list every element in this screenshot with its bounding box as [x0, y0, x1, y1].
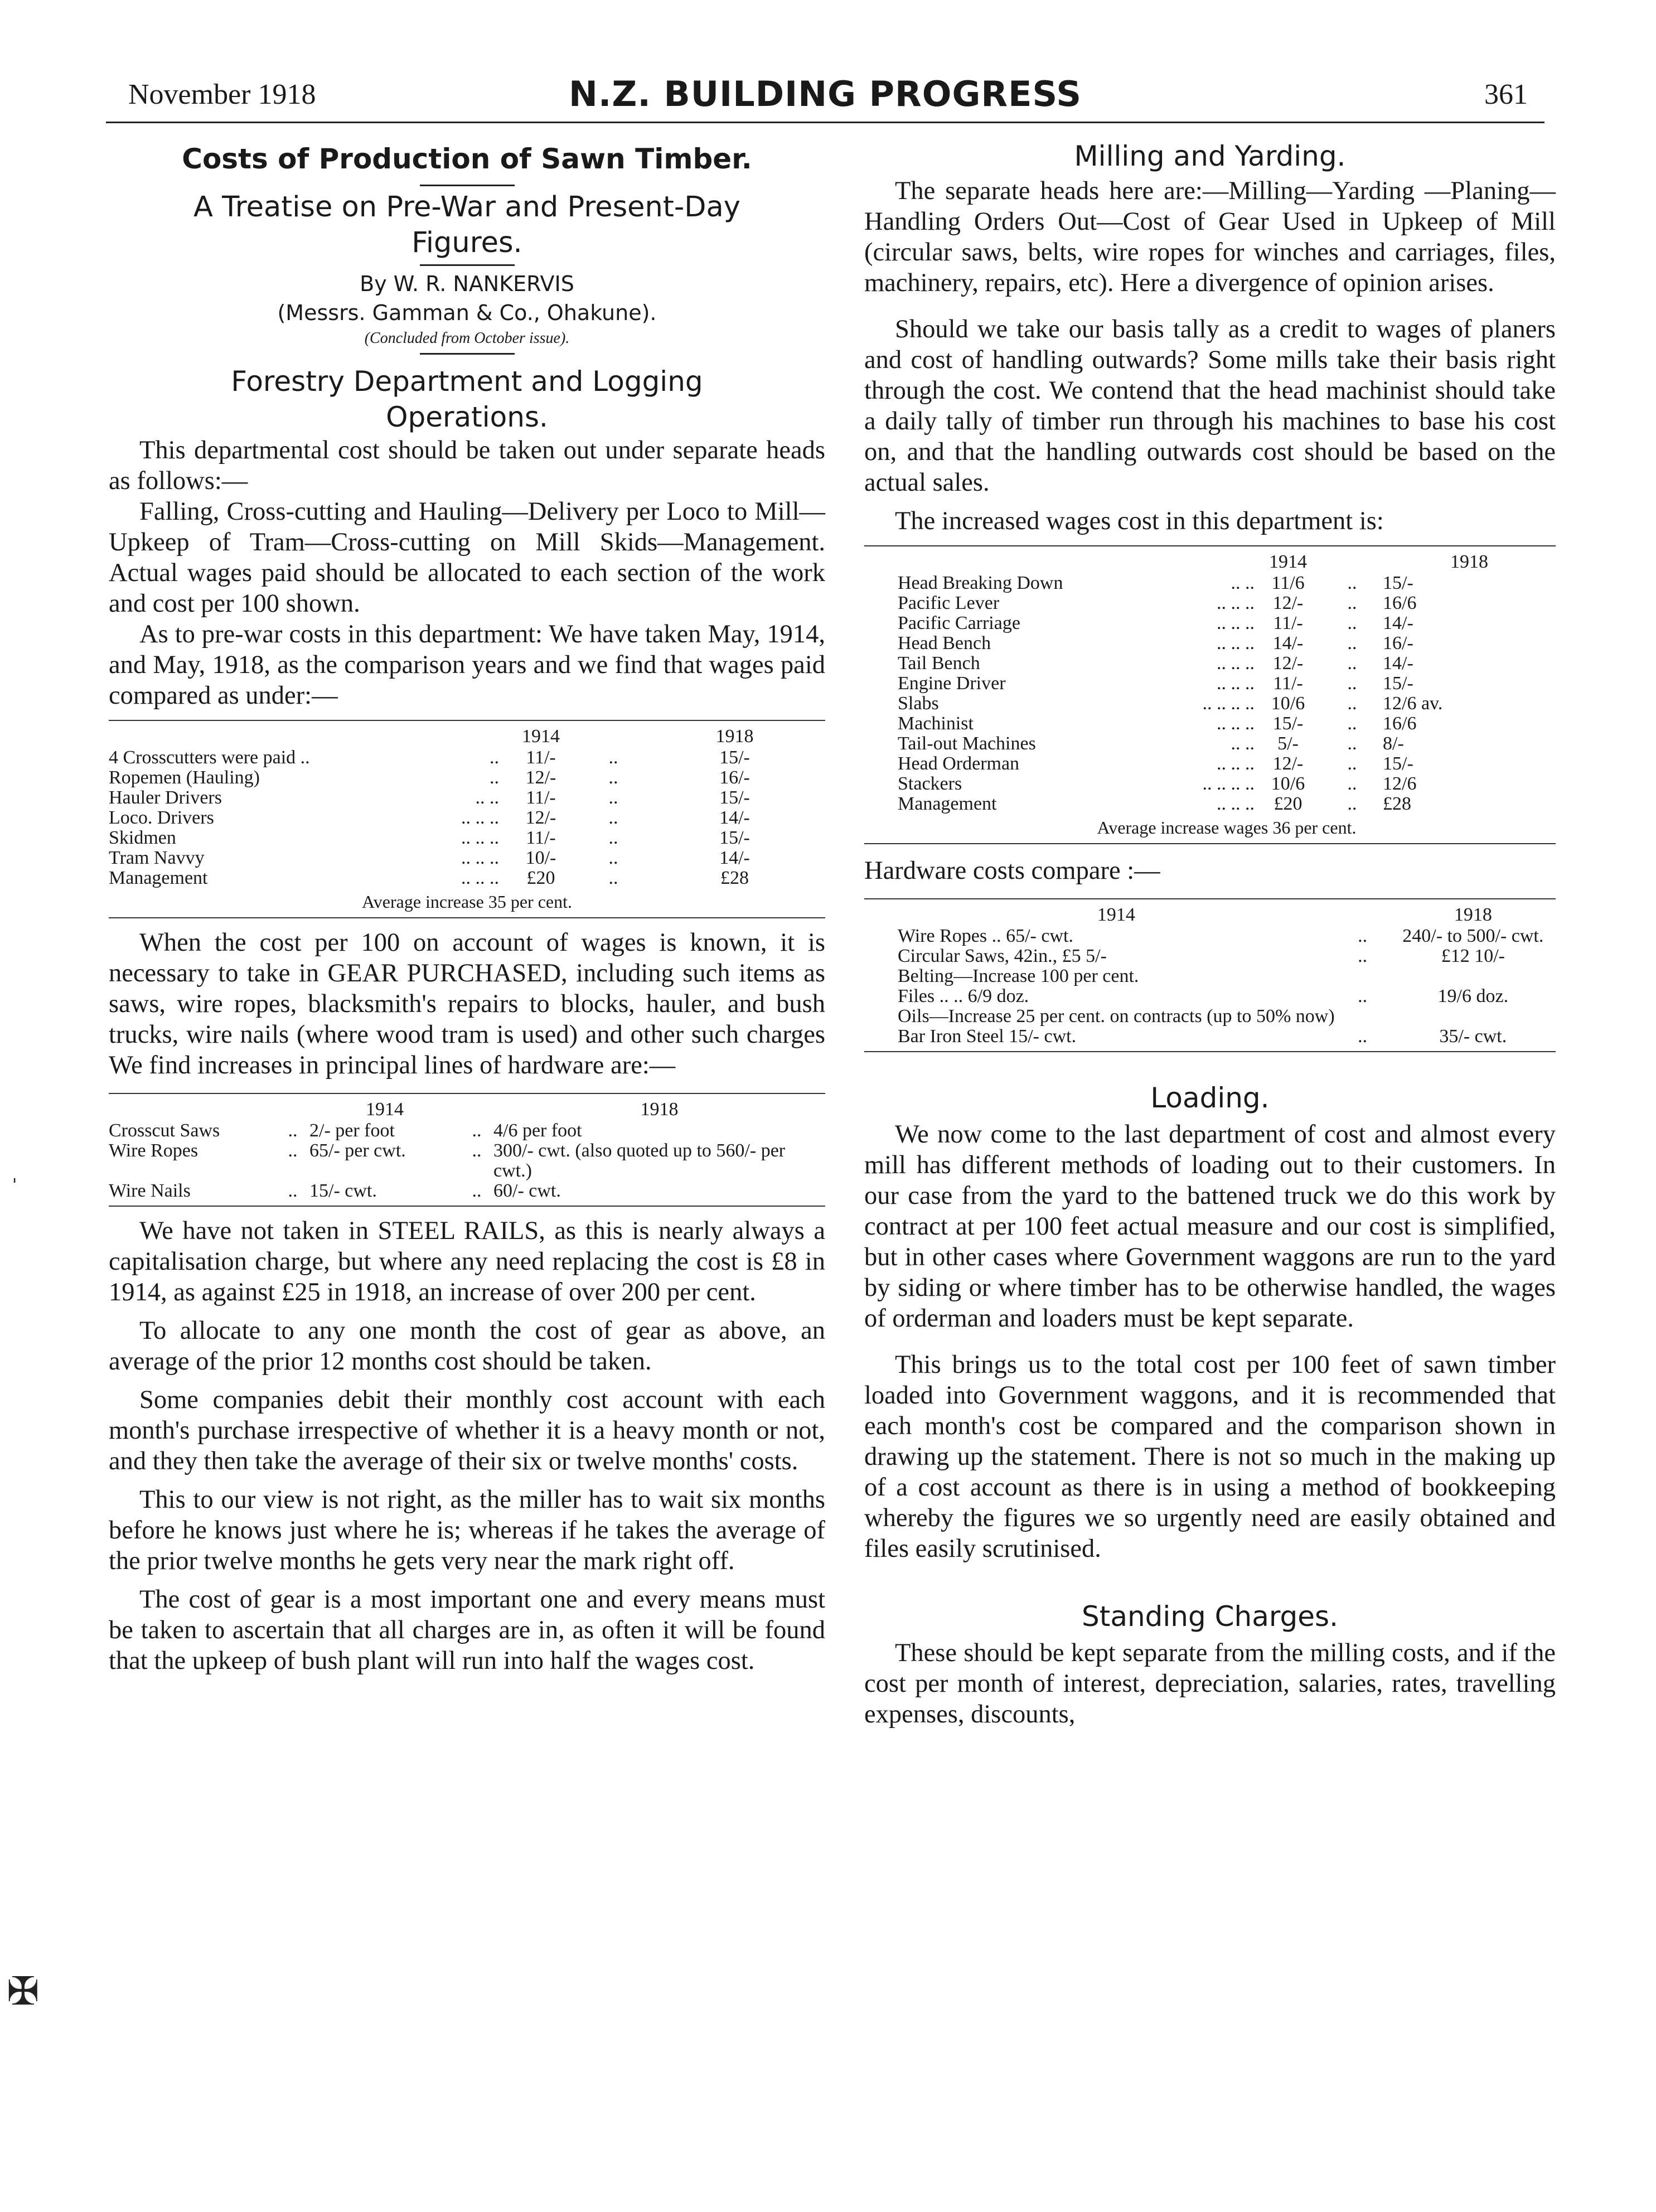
value-1914: 15/-: [1272, 713, 1304, 734]
row-label: Loco. Drivers: [109, 807, 214, 828]
paragraph: The separate heads here are:—Milling—Yarding —Planing—Handling Orders Out—Cost of Gear Used in Upkeep of Mill (circular saws, belts, wire ropes for winches and carriages, files, machinery, repairs, etc). Here a divergence of opinion arises.: [864, 177, 1556, 297]
leader-dots: .. .. ..: [461, 868, 499, 888]
value-1918: 16/-: [1383, 633, 1413, 654]
hardware-table-milling-grid: [898, 905, 1556, 1047]
leader-dots: ..: [1347, 613, 1357, 633]
leader-dots: .. ..: [1231, 573, 1255, 593]
value-1918: 15/-: [1383, 673, 1413, 694]
wages-table-milling: [864, 545, 1556, 844]
continued-note: (Concluded from October issue).: [364, 330, 570, 347]
leader-dots: .. ..: [1231, 733, 1255, 754]
row-label: Skidmen: [109, 827, 176, 848]
leader-dots: .. .. ..: [1217, 793, 1255, 814]
row-label: Tram Navvy: [109, 848, 205, 868]
row-label: Head Orderman: [898, 753, 1020, 774]
row-label: Files .. .. 6/9 doz.: [898, 986, 1029, 1006]
paragraph: This departmental cost should be taken out under separate heads as follows:—: [109, 436, 825, 495]
value-1918: 15/-: [719, 827, 750, 848]
byline-rule: [420, 353, 515, 355]
section-heading-loading: Loading.: [1150, 1082, 1270, 1114]
title-rule: [420, 185, 515, 186]
row-label: Head Breaking Down: [898, 573, 1063, 593]
hardware-intro: Hardware costs compare :—: [864, 856, 1160, 885]
table-row: [898, 774, 1556, 794]
value-1914: 11/-: [526, 787, 556, 808]
leader-dots: ..: [288, 1180, 298, 1201]
leader-dots: ..: [1347, 573, 1357, 593]
hardware-table-forestry: [109, 1093, 825, 1207]
value-1914: 12/-: [1272, 653, 1304, 674]
row-label: Engine Driver: [898, 673, 1006, 694]
paragraph: To allocate to any one month the cost of gear as above, an average of the prior 12 months cost should be taken.: [109, 1316, 825, 1376]
paragraph: Some companies debit their monthly cost account with each month's purchase irrespective of whether it is a heavy month or not, and they then take the average of their six or twelve months' costs.: [109, 1386, 825, 1475]
table-row: [898, 633, 1556, 654]
leader-dots: [1335, 966, 1391, 986]
value-1914: 15/- cwt.: [309, 1180, 377, 1201]
leader-dots: .. .. ..: [1217, 613, 1255, 633]
leader-dots: .. .. ..: [461, 848, 499, 868]
leader-dots: ..: [608, 868, 618, 888]
leader-dots: .. .. ..: [1217, 753, 1255, 774]
value-1914: 11/-: [526, 827, 556, 848]
table-row: [898, 794, 1556, 814]
leader-dots: ..: [1347, 633, 1357, 654]
leader-dots: ..: [1358, 946, 1368, 966]
leader-dots: ..: [472, 1120, 482, 1141]
row-label: Machinist: [898, 713, 974, 734]
table-row: [109, 868, 825, 888]
leader-dots: ..: [1347, 693, 1357, 714]
table-row: [898, 946, 1556, 966]
value-1918: 16/6: [1383, 713, 1417, 734]
value-1914: £20: [526, 868, 555, 888]
row-label: Wire Nails: [109, 1180, 191, 1201]
print-mark: ': [12, 1175, 17, 1195]
row-label: Wire Ropes: [109, 1140, 198, 1161]
row-label: Tail Bench: [898, 653, 980, 674]
table-row: [898, 674, 1556, 694]
leader-dots: .. .. ..: [1217, 593, 1255, 613]
table-row: [898, 593, 1556, 613]
value-1918: 14/-: [1383, 653, 1413, 674]
table-row: [109, 1121, 825, 1141]
leader-dots: ..: [1347, 733, 1357, 754]
value-1918: 15/-: [719, 787, 750, 808]
table-row: [109, 748, 825, 768]
value-1914: 11/-: [526, 747, 556, 768]
table-row: [109, 848, 825, 868]
paragraph: This to our view is not right, as the miller has to wait six months before he knows just where he is; whereas if he takes the average of the prior twelve months he gets very near the mark right off.: [109, 1485, 825, 1575]
row-label: Belting—Increase 100 per cent.: [898, 966, 1139, 986]
value-1918: 240/- to 500/- cwt.: [1402, 926, 1544, 946]
row-label: Pacific Carriage: [898, 613, 1020, 633]
row-label: Tail-out Machines: [898, 733, 1036, 754]
right-column: [864, 137, 1556, 1730]
leader-dots: ..: [472, 1140, 482, 1161]
paragraph: These should be kept separate from the milling costs, and if the cost per month of interest, depreciation, salaries, rates, travelling expenses, discounts,: [864, 1639, 1556, 1729]
table-row: [898, 694, 1556, 714]
value-1914: £20: [1274, 793, 1302, 814]
table-row: [898, 613, 1556, 633]
leader-dots: ..: [1347, 593, 1357, 613]
value-1914: 12/-: [525, 767, 556, 788]
value-1918: 19/6 doz.: [1437, 986, 1509, 1006]
value-1918: 15/-: [1383, 573, 1413, 593]
value-1918: 300/- cwt. (also quoted up to 560/- per cwt.): [493, 1140, 786, 1181]
value-1918: [1391, 966, 1556, 986]
row-label: Crosscut Saws: [109, 1120, 220, 1141]
row-label: Slabs: [898, 693, 939, 714]
table-row: [109, 788, 825, 808]
value-1914: 12/-: [525, 807, 556, 828]
table-row: [109, 768, 825, 788]
row-label: Management: [898, 793, 997, 814]
leader-dots: ..: [1347, 773, 1357, 794]
column-header-1914: 1914: [366, 1099, 404, 1120]
table-row: [898, 573, 1556, 593]
value-1914: 5/-: [1277, 733, 1299, 754]
table-row: [109, 1141, 825, 1181]
value-1918: 14/-: [719, 848, 750, 868]
leader-dots: ..: [1347, 673, 1357, 694]
row-label: Management: [109, 868, 208, 888]
leader-dots: ..: [1347, 713, 1357, 734]
value-1918: 8/-: [1383, 733, 1404, 754]
column-header-1914: 1914: [1097, 904, 1135, 925]
row-label: Bar Iron Steel 15/- cwt.: [898, 1026, 1077, 1047]
table-row: [898, 734, 1556, 754]
leader-dots: .. .. ..: [461, 807, 499, 828]
table-row: [898, 754, 1556, 774]
subtitle-rule: [420, 264, 515, 266]
section-heading-milling: Milling and Yarding.: [1074, 140, 1346, 172]
column-header-1914: 1914: [1269, 551, 1307, 572]
paragraph: We have not taken in STEEL RAILS, as this is nearly always a capitalisation charge, but where any need replacing the cost is £8 in 1914, as against £25 in 1918, an increase of over 200 per cent.: [109, 1217, 825, 1306]
leader-dots: .. .. ..: [1217, 633, 1255, 654]
paragraph: When the cost per 100 on account of wages is known, it is necessary to take in GEAR PURCHASED, including such items as saws, wire ropes, blacksmith's repairs to blocks, hauler, and bush trucks, wire nails (where wood tram is used) and other such charges We find increases in principal lines of hardware are:—: [109, 928, 825, 1080]
row-label: Head Bench: [898, 633, 991, 654]
paragraph: This brings us to the total cost per 100 feet of sawn timber loaded into Government waggons, and it is recommended that each month's cost be compared and the comparison shown in drawing up the statement. There is not so much in the making up of a cost account as there is in using a method of bookkeeping whereby the figures we so urgently need are easily obtained and files easily scrutinised.: [864, 1351, 1556, 1563]
value-1918: 16/6: [1383, 593, 1417, 613]
row-label: Circular Saws, 42in., £5 5/-: [898, 946, 1107, 966]
value-1918: 12/6 av.: [1383, 693, 1443, 714]
value-1914: 2/- per foot: [309, 1120, 395, 1141]
value-1918: £28: [720, 868, 749, 888]
table-row: [898, 1027, 1556, 1047]
leader-dots: ..: [1358, 926, 1368, 946]
value-1914: 12/-: [1272, 753, 1304, 774]
value-1918: £28: [1383, 793, 1411, 814]
value-1914: 11/-: [1273, 613, 1303, 633]
paragraph: As to pre-war costs in this department: We have taken May, 1914, and May, 1918, as the comparison years and we find that wages paid compared as under:—: [109, 620, 825, 710]
article-subtitle: A Treatise on Pre-War and Present-Day Figures.: [193, 191, 740, 259]
column-header-1914: 1914: [522, 726, 560, 747]
leader-dots: .. ..: [475, 787, 499, 808]
paragraph: Falling, Cross-cutting and Hauling—Delivery per Loco to Mill—Upkeep of Tram—Cross-cutting on Mill Skids—Management. Actual wages paid should be allocated to each section of the work and cost per 100 shown.: [109, 497, 825, 618]
leader-dots: .. .. ..: [1217, 673, 1255, 694]
value-1914: 14/-: [1272, 633, 1304, 654]
row-label: Ropemen (Hauling): [109, 767, 260, 788]
paragraph: We now come to the last department of cost and almost every mill has different methods of loading out to their customers. In our case from the yard to the battened truck we do this work by contract at per 100 feet actual measure and our cost is simplified, but in other cases where Government waggons are run to the yard by siding or where timber has to be otherwise handled, the wages of orderman and loaders must be kept separate.: [864, 1120, 1556, 1333]
leader-dots: ..: [1358, 986, 1368, 1006]
print-mark: ✠: [7, 1968, 40, 2014]
hardware-table-milling: [864, 898, 1556, 1052]
leader-dots: .. .. ..: [1217, 653, 1255, 674]
leader-dots: ..: [288, 1120, 298, 1141]
leader-dots: .. .. .. ..: [1202, 693, 1255, 714]
value-1918: 14/-: [719, 807, 750, 828]
leader-dots: ..: [608, 827, 618, 848]
value-1914: 11/6: [1271, 573, 1305, 593]
value-1918: 15/-: [719, 747, 750, 768]
leader-dots: .. .. .. ..: [1202, 773, 1255, 794]
leader-dots: ..: [472, 1180, 482, 1201]
wages-table-milling-grid: [898, 552, 1556, 814]
value-1918: 15/-: [1383, 753, 1413, 774]
value-1918: 35/- cwt.: [1439, 1026, 1507, 1047]
leader-dots: ..: [288, 1140, 298, 1161]
value-1918: 4/6 per foot: [493, 1120, 582, 1141]
leader-dots: ..: [608, 807, 618, 828]
value-1914: 12/-: [1272, 593, 1304, 613]
leader-dots: ..: [490, 747, 499, 768]
table-row: [898, 926, 1556, 946]
leader-dots: ..: [1347, 753, 1357, 774]
wages-table-forestry: [109, 720, 825, 918]
leader-dots: ..: [608, 767, 618, 788]
section-heading-forestry: Forestry Department and Logging Operations.: [231, 365, 703, 433]
value-1914: 10/6: [1271, 693, 1305, 714]
leader-dots: ..: [1347, 793, 1357, 814]
column-header-1918: 1918: [1454, 904, 1492, 925]
table-row: [898, 654, 1556, 674]
column-header-1918: 1918: [1450, 551, 1488, 572]
table-row: [109, 828, 825, 848]
row-label: 4 Crosscutters were paid ..: [109, 747, 310, 768]
row-label: Pacific Lever: [898, 593, 1000, 613]
value-1918: 16/-: [719, 767, 750, 788]
leader-dots: .. .. ..: [1217, 713, 1255, 734]
leader-dots: ..: [608, 747, 618, 768]
paragraph: The cost of gear is a most important one and every means must be taken to ascertain that all charges are in, as often it will be found that the upkeep of bush plant will run into half the wages cost.: [109, 1585, 825, 1675]
page-number: 361: [1484, 79, 1528, 110]
wages-table-forestry-grid: [109, 727, 825, 888]
value-1914: 10/6: [1271, 773, 1305, 794]
byline: By W. R. NANKERVIS: [360, 272, 574, 296]
issue-date: November 1918: [128, 79, 316, 110]
value-1914: 10/-: [525, 848, 556, 868]
value-1918: [1391, 1006, 1556, 1027]
value-1914: 65/- per cwt.: [309, 1140, 406, 1161]
leader-dots: ..: [490, 767, 499, 788]
value-1914: 11/-: [1273, 673, 1303, 694]
row-label: Stackers: [898, 773, 962, 794]
table-row: [898, 986, 1556, 1006]
table-row: [898, 714, 1556, 734]
value-1918: 12/6: [1383, 773, 1417, 794]
leader-dots: .. .. ..: [461, 827, 499, 848]
table-note: Average increase 35 per cent.: [362, 892, 572, 912]
value-1918: 60/- cwt.: [493, 1180, 561, 1201]
value-1918: £12 10/-: [1441, 946, 1505, 966]
leader-dots: ..: [1347, 653, 1357, 674]
table-row: [898, 966, 1556, 986]
article-title: Costs of Production of Sawn Timber.: [182, 143, 752, 175]
paragraph: The increased wages cost in this department is:: [895, 507, 1384, 535]
value-1918: 14/-: [1383, 613, 1413, 633]
publication-title: N.Z. BUILDING PROGRESS: [568, 74, 1082, 114]
table-row: [898, 1006, 1556, 1027]
hardware-table-forestry-grid: [109, 1100, 825, 1201]
column-header-1918: 1918: [640, 1099, 679, 1120]
author-affiliation: (Messrs. Gamman & Co., Ohakune).: [277, 301, 657, 325]
row-label: Hauler Drivers: [109, 787, 222, 808]
leader-dots: ..: [608, 848, 618, 868]
table-note: Average increase wages 36 per cent.: [1097, 817, 1357, 838]
table-row: [109, 1181, 825, 1201]
section-heading-standing-charges: Standing Charges.: [1082, 1600, 1338, 1633]
leader-dots: ..: [1358, 1026, 1368, 1047]
leader-dots: ..: [608, 787, 618, 808]
running-header: [106, 71, 1544, 123]
leader-dots: [1335, 1006, 1391, 1027]
paragraph: Should we take our basis tally as a credit to wages of planers and cost of handling outwards? Some mills take their basis right through the cost. We contend that the head machinist should take a daily tally of timber run through his machines to base his cost on, and that the handling outwards cost should be based on the actual sales.: [864, 315, 1556, 497]
column-header-1918: 1918: [715, 726, 754, 747]
left-column: [109, 137, 825, 1676]
row-label: Oils—Increase 25 per cent. on contracts (up to 50% now): [898, 1006, 1335, 1027]
row-label: Wire Ropes .. 65/- cwt.: [898, 926, 1073, 946]
table-row: [109, 808, 825, 828]
